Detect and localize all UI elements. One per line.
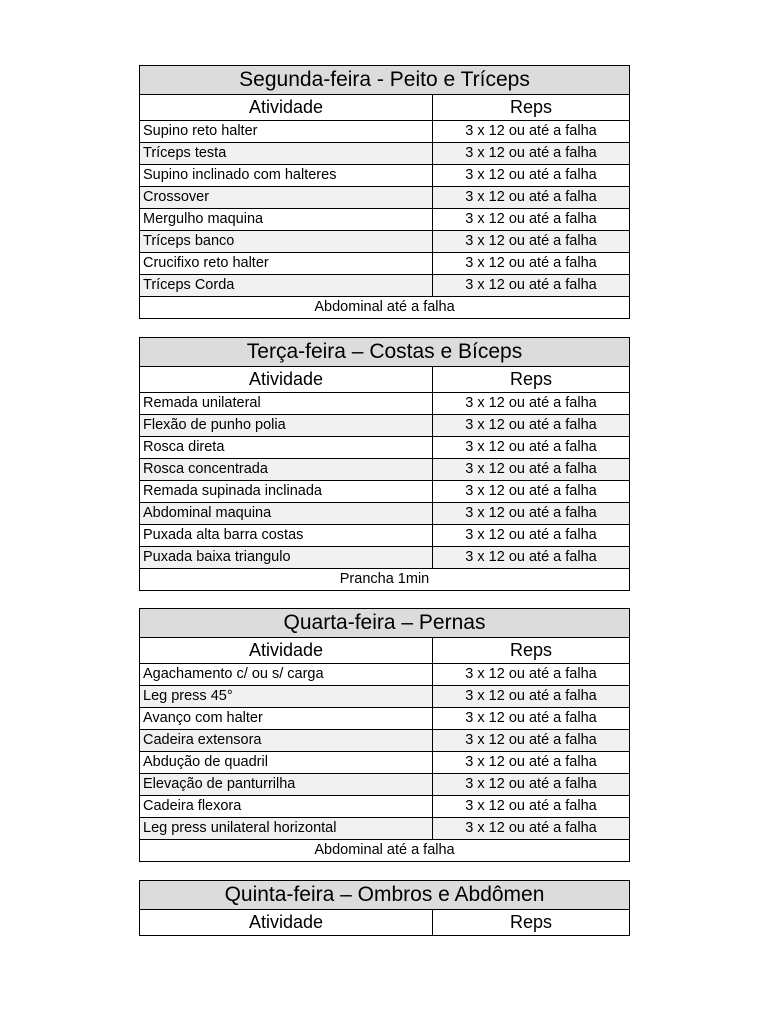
exercise-reps: 3 x 12 ou até a falha	[433, 121, 630, 143]
exercise-row	[140, 708, 630, 730]
exercise-name: Rosca direta	[140, 437, 433, 459]
exercise-row	[140, 686, 630, 708]
exercise-row	[140, 121, 630, 143]
reps-column-header: Reps	[433, 367, 630, 393]
exercise-name: Tríceps testa	[140, 143, 433, 165]
exercise-reps: 3 x 12 ou até a falha	[433, 664, 630, 686]
exercise-name: Agachamento c/ ou s/ carga	[140, 664, 433, 686]
exercise-row	[140, 275, 630, 297]
exercise-name: Elevação de panturrilha	[140, 774, 433, 796]
exercise-name: Supino reto halter	[140, 121, 433, 143]
exercise-row	[140, 503, 630, 525]
exercise-reps: 3 x 12 ou até a falha	[433, 503, 630, 525]
exercise-reps: 3 x 12 ou até a falha	[433, 209, 630, 231]
day-footer-note: Abdominal até a falha	[140, 297, 630, 319]
reps-column-header: Reps	[433, 95, 630, 121]
exercise-name: Avanço com halter	[140, 708, 433, 730]
exercise-row	[140, 209, 630, 231]
activity-column-header: Atividade	[140, 95, 433, 121]
exercise-name: Puxada alta barra costas	[140, 525, 433, 547]
exercise-name: Abdução de quadril	[140, 752, 433, 774]
exercise-row	[140, 525, 630, 547]
exercise-name: Leg press 45°	[140, 686, 433, 708]
exercise-name: Leg press unilateral horizontal	[140, 818, 433, 840]
exercise-row	[140, 796, 630, 818]
exercise-name: Crucifixo reto halter	[140, 253, 433, 275]
exercise-reps: 3 x 12 ou até a falha	[433, 796, 630, 818]
exercise-name: Cadeira extensora	[140, 730, 433, 752]
exercise-row	[140, 481, 630, 503]
activity-column-header: Atividade	[140, 910, 433, 936]
exercise-reps: 3 x 12 ou até a falha	[433, 708, 630, 730]
day-title: Segunda-feira - Peito e Tríceps	[140, 66, 630, 95]
exercise-reps: 3 x 12 ou até a falha	[433, 275, 630, 297]
exercise-name: Supino inclinado com halteres	[140, 165, 433, 187]
day-title: Terça-feira – Costas e Bíceps	[140, 338, 630, 367]
exercise-row	[140, 187, 630, 209]
exercise-row	[140, 231, 630, 253]
exercise-reps: 3 x 12 ou até a falha	[433, 818, 630, 840]
reps-column-header: Reps	[433, 638, 630, 664]
exercise-row	[140, 752, 630, 774]
exercise-name: Cadeira flexora	[140, 796, 433, 818]
exercise-row	[140, 818, 630, 840]
day-table-wednesday	[139, 608, 630, 862]
exercise-row	[140, 253, 630, 275]
exercise-row	[140, 664, 630, 686]
exercise-name: Tríceps banco	[140, 231, 433, 253]
exercise-row	[140, 393, 630, 415]
exercise-reps: 3 x 12 ou até a falha	[433, 481, 630, 503]
day-table-thursday	[139, 880, 630, 936]
day-table-monday	[139, 65, 630, 319]
exercise-reps: 3 x 12 ou até a falha	[433, 774, 630, 796]
exercise-name: Tríceps Corda	[140, 275, 433, 297]
day-table-tuesday	[139, 337, 630, 591]
exercise-reps: 3 x 12 ou até a falha	[433, 393, 630, 415]
day-footer-note: Prancha 1min	[140, 569, 630, 591]
exercise-reps: 3 x 12 ou até a falha	[433, 165, 630, 187]
exercise-name: Puxada baixa triangulo	[140, 547, 433, 569]
exercise-name: Remada unilateral	[140, 393, 433, 415]
exercise-row	[140, 547, 630, 569]
exercise-row	[140, 459, 630, 481]
exercise-reps: 3 x 12 ou até a falha	[433, 231, 630, 253]
exercise-name: Flexão de punho polia	[140, 415, 433, 437]
day-footer-note: Abdominal até a falha	[140, 840, 630, 862]
exercise-reps: 3 x 12 ou até a falha	[433, 525, 630, 547]
exercise-reps: 3 x 12 ou até a falha	[433, 547, 630, 569]
day-title: Quarta-feira – Pernas	[140, 609, 630, 638]
day-title: Quinta-feira – Ombros e Abdômen	[140, 881, 630, 910]
exercise-row	[140, 730, 630, 752]
exercise-name: Rosca concentrada	[140, 459, 433, 481]
exercise-row	[140, 774, 630, 796]
exercise-reps: 3 x 12 ou até a falha	[433, 459, 630, 481]
exercise-name: Remada supinada inclinada	[140, 481, 433, 503]
exercise-reps: 3 x 12 ou até a falha	[433, 752, 630, 774]
reps-column-header: Reps	[433, 910, 630, 936]
exercise-row	[140, 415, 630, 437]
exercise-row	[140, 165, 630, 187]
exercise-reps: 3 x 12 ou até a falha	[433, 143, 630, 165]
exercise-row	[140, 437, 630, 459]
exercise-name: Mergulho maquina	[140, 209, 433, 231]
exercise-row	[140, 143, 630, 165]
exercise-reps: 3 x 12 ou até a falha	[433, 437, 630, 459]
exercise-reps: 3 x 12 ou até a falha	[433, 686, 630, 708]
activity-column-header: Atividade	[140, 367, 433, 393]
activity-column-header: Atividade	[140, 638, 433, 664]
exercise-reps: 3 x 12 ou até a falha	[433, 415, 630, 437]
exercise-reps: 3 x 12 ou até a falha	[433, 730, 630, 752]
exercise-name: Abdominal maquina	[140, 503, 433, 525]
exercise-reps: 3 x 12 ou até a falha	[433, 253, 630, 275]
exercise-name: Crossover	[140, 187, 433, 209]
exercise-reps: 3 x 12 ou até a falha	[433, 187, 630, 209]
